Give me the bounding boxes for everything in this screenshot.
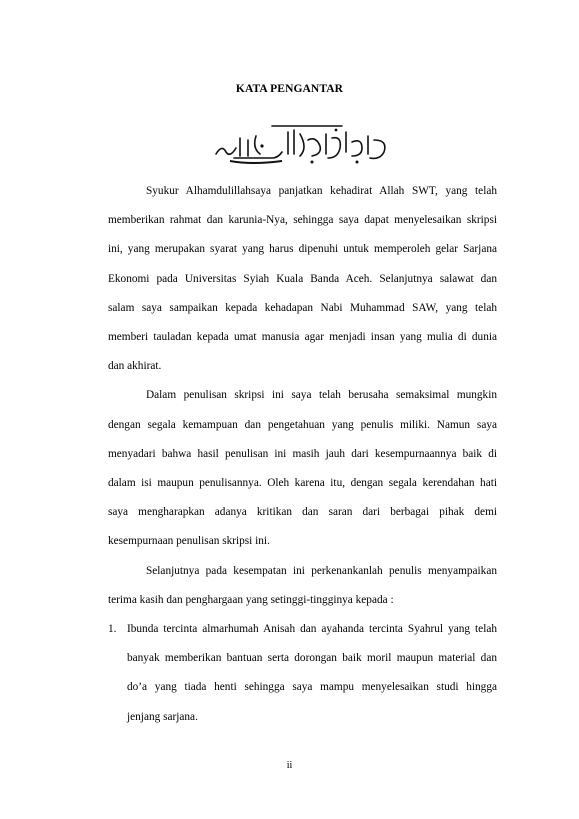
paragraph2-line: Dalam penulisan skripsi ini saya telah berusaha semaksimal mungkin [146, 389, 497, 402]
paragraph1-line: Syukur Alhamdulillahsaya panjatkan kehadirat Allah SWT, yang telah [146, 185, 497, 197]
paragraph1-line: ini, yang merupakan syarat yang harus dipenuhi untuk memperoleh gelar Sarjana [108, 243, 497, 256]
basmalah-calligraphy-icon [212, 118, 394, 166]
paragraph2-line: kesempurnaan penulisan skripsi ini. [108, 535, 270, 548]
paragraph1-line: memberi tauladan kepada umat manusia agar menjadi insan yang mulia di dunia [108, 331, 497, 343]
paragraph3-line: terima kasih dan penghargaan yang setinggi-tingginya kepada : [108, 593, 394, 606]
list-item-line: jenjang sarjana. [127, 710, 198, 723]
paragraph2-line: dengan segala kemampuan dan pengetahuan yang penulis miliki. Namun saya [108, 418, 497, 431]
list-item-line: do’a yang tiada henti sehingga saya mampu menyelesaikan studi hingga [127, 681, 497, 694]
paragraph3-line: Selanjutnya pada kesempatan ini perkenankanlah penulis menyampaikan [146, 564, 497, 577]
paragraph1-line: memberikan rahmat dan karunia-Nya, sehingga saya dapat menyelesaikan skripsi [108, 214, 497, 227]
page-number: ii [286, 760, 293, 771]
paragraph1-line: dan akhirat. [108, 360, 162, 373]
paragraph2-line: menyadari bahwa hasil penulisan ini masih jauh dari kesempurnaannya baik di [108, 447, 497, 460]
page-title: KATA PENGANTAR [235, 83, 344, 95]
paragraph2-line: dalam isi maupun penulisannya. Oleh karena itu, dengan segala kerendahan hati [108, 477, 497, 489]
paragraph2-line: saya mengharapkan adanya kritikan dan saran dari berbagai pihak demi [108, 506, 497, 519]
paragraph1-line: salam saya sampaikan kepada kehadapan Nabi Muhammad SAW, yang telah [108, 301, 497, 314]
paragraph1-line: Ekonomi pada Universitas Syiah Kuala Banda Aceh. Selanjutnya salawat dan [108, 272, 497, 285]
list-item-line: Ibunda tercinta almarhumah Anisah dan ayahanda tercinta Syahrul yang telah [127, 623, 497, 635]
list-item-line: banyak memberikan bantuan serta dorongan baik moril maupun material dan [127, 652, 497, 665]
list-item-marker: 1. [108, 623, 117, 635]
